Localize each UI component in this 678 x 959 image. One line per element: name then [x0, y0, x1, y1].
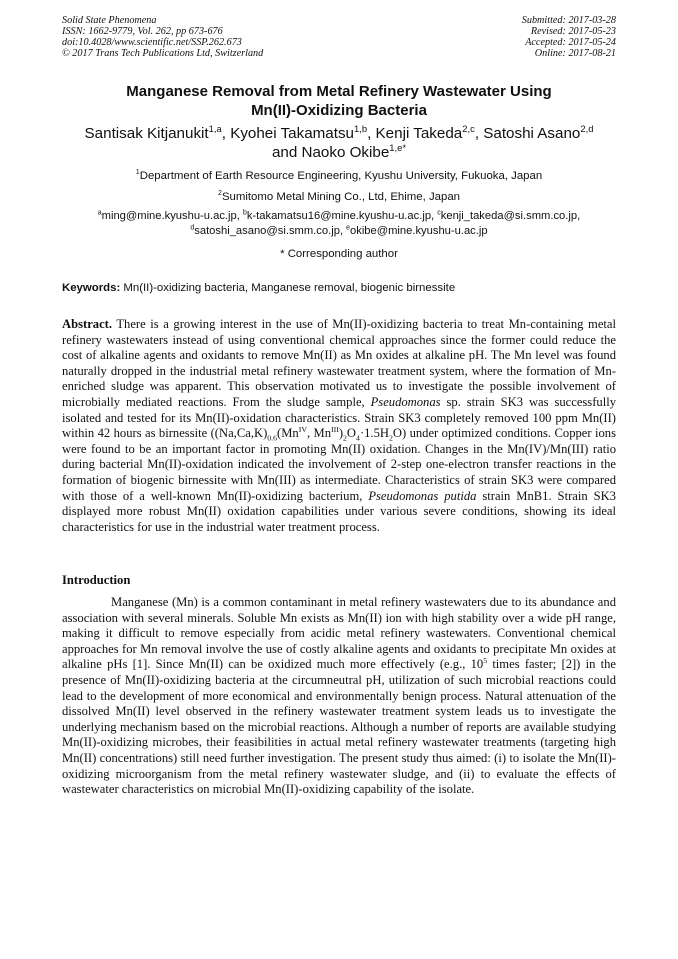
abstract-text: (Mn: [277, 426, 299, 441]
formula-superscript: III: [331, 424, 339, 434]
journal-copyright: © 2017 Trans Tech Publications Ltd, Switzerland: [62, 48, 264, 59]
journal-info: [62, 15, 263, 59]
journal-doi: doi:10.4028/www.scientific.net/SSP.262.673: [62, 37, 242, 48]
formula-subscript: 4: [356, 433, 360, 443]
email-marker: c: [437, 209, 441, 217]
keywords: [62, 281, 616, 296]
author-name: Kenji Takeda: [375, 125, 463, 142]
abstract-text: There is a growing interest in the use of Mn(II)-oxidizing bacteria to treat Mn-containing metal refinery wastewaters instead of using conventional chemical approaches since the former could reduce the cost of alkaline agents and oxidants to remove Mn(II) as Mn oxides at alkaline pH. The Mn level was found naturally dropped in the industrial metal refinery wastewater treatment system, where the formation of Mn-enriched sludge was apparent. This observation motivated us to investigate the possible involvement of microbially mediated reactions. From the sludge sample,: [62, 317, 616, 409]
author-line-2: [62, 143, 616, 162]
author-line-1: [62, 124, 616, 143]
date-online: Online: 2017-08-21: [534, 48, 616, 59]
corresponding-author-note: * Corresponding author: [280, 248, 398, 260]
intro-text: times faster; [2]) in the presence of Mn(II)-oxidizing bacteria at the circumneutral pH, utilization of such microbial reactions could lead to the development of more economical and environmentally benign process. Natural attenuation of the dissolved Mn(II) level observed in the refinery wastewater treatment system leads us to investigate the underlying mechanism based on the microbial reactions. Although a number of reports are available studying Mn(II)-oxidizing microbes, their feasibilities in actual metal refinery wastewater treatments (targeting high Mn(II) concentrations) still need further investigation. The present study thus aimed: (i) to isolate the Mn(II)-oxidizing microorganism from the metal refinery wastewater sludge, and (ii) to evaluate the effects of wastewater characteristics on microbial Mn(II)-oxidizing capability of the isolate.: [62, 657, 616, 797]
introduction-paragraph: [62, 595, 616, 798]
formula-subscript: 0.6: [267, 433, 278, 443]
email-link[interactable]: k-takamatsu16@mine.kyushu-u.ac.jp,: [246, 210, 438, 222]
keywords-text: Mn(II)-oxidizing bacteria, Manganese removal, biogenic birnessite: [120, 282, 456, 294]
abstract-text: O) under optimized conditions. Copper ions were found to be an important factor in promoting Mn(II) oxidation. Changes in the Mn(IV)/Mn(III) ratio during bacterial Mn(II)-oxidation indicated the involvement of 2-step one-electron transfer reactions in the formation of biogenic birnessite with Mn(III) as intermediate. Characteristics of strain SK3 were compared with those of a well-known Mn(II)-oxidizing bacterium,: [62, 426, 616, 503]
affiliation-1: [62, 168, 616, 184]
email-line-2: [62, 224, 616, 239]
formula-superscript: IV: [298, 424, 307, 434]
abstract-text: , Mn: [306, 426, 332, 441]
author-affil: 1,b: [354, 122, 368, 134]
journal-name: Solid State Phenomena: [62, 15, 157, 26]
email-marker: b: [242, 209, 247, 217]
author-name: and Naoko Okibe: [271, 144, 390, 161]
abstract-text: ): [338, 426, 344, 441]
author-affil: 2,c: [462, 122, 475, 134]
affiliation-marker: 2: [218, 190, 222, 198]
date-accepted: Accepted: 2017-05-24: [525, 37, 616, 48]
email-line-1: [62, 209, 616, 224]
email-marker: a: [97, 209, 102, 217]
affiliation-marker: 1: [135, 169, 140, 177]
affiliation-2: [62, 189, 616, 205]
formula-subscript: 2: [388, 433, 393, 443]
email-link[interactable]: kenji_takeda@si.smm.co.jp,: [440, 210, 581, 222]
abstract-species: Pseudomonas putida: [368, 488, 477, 503]
abstract-text: sp. strain SK3 was successfully isolated and tested for its Mn(II)-oxidation characteristics. Strain SK3 completely removed 100 ppm Mn(II) within 42 hours as birnessite ((Na,Ca,K): [62, 394, 616, 441]
title-line-2: Mn(II)-Oxidizing Bacteria: [251, 102, 427, 119]
affiliation-text: Sumitomo Metal Mining Co., Ltd, Ehime, Japan: [221, 191, 460, 203]
formula-subscript: 2: [343, 433, 347, 443]
date-revised: Revised: 2017-05-23: [530, 26, 616, 37]
author-affil: 1,e*: [389, 141, 407, 153]
section-heading-introduction: Introduction: [62, 573, 131, 587]
journal-issn: ISSN: 1662-9779, Vol. 262, pp 673-676: [62, 26, 223, 37]
paper-title: [62, 82, 616, 120]
abstract-text: O: [346, 426, 357, 441]
email-link[interactable]: okibe@mine.kyushu-u.ac.jp: [350, 225, 488, 237]
publication-dates: [522, 15, 616, 59]
email-link[interactable]: ming@mine.kyushu-u.ac.jp,: [101, 210, 243, 222]
title-line-1: Manganese Removal from Metal Refinery Wastewater Using: [126, 83, 552, 100]
author-affil: 2,d: [580, 122, 594, 134]
abstract-text: strain MnB1. Strain SK3 displayed more robust Mn(II) oxidation capabilities under various severe conditions, showing its ideal characteristics for use in the industrial water treatment process.: [62, 488, 616, 534]
email-marker: e: [346, 224, 350, 232]
exponent-superscript: 5: [483, 656, 488, 666]
abstract-genus: Pseudomonas: [370, 394, 441, 409]
author-separator: ,: [367, 125, 376, 142]
author-name: Santisak Kitjanukit: [84, 125, 209, 142]
author-list: [62, 124, 616, 162]
author-name: Kyohei Takamatsu: [230, 125, 355, 142]
author-affil: 1,a: [208, 122, 222, 134]
abstract-text: ·1.5H: [359, 426, 389, 441]
email-link[interactable]: satoshi_asano@si.smm.co.jp,: [194, 225, 347, 237]
author-separator: ,: [474, 125, 484, 142]
affiliation-text: Department of Earth Resource Engineering, Kyushu University, Fukuoka, Japan: [139, 170, 543, 182]
author-emails: [62, 209, 616, 239]
abstract-label: Abstract.: [62, 317, 113, 331]
intro-text: Manganese (Mn) is a common contaminant in metal refinery wastewaters due to its abundance and association with several minerals. Soluble Mn exists as Mn(II) ion with high stability over a wide pH range, making it difficult to remove especially from acidic metal refinery wastewaters. Conventional chemical approaches for Mn removal involve the use of costly alkaline agents and oxidants to precipitate Mn oxides at alkaline pHs [1]. Since Mn(II) can be oxidized much more effectively (e.g., 10: [62, 595, 616, 672]
date-submitted: Submitted: 2017-03-28: [521, 15, 616, 26]
email-marker: d: [190, 224, 195, 232]
abstract: [62, 317, 616, 535]
keywords-label: Keywords:: [62, 282, 121, 294]
author-name: Satoshi Asano: [483, 125, 581, 142]
author-separator: ,: [221, 125, 231, 142]
